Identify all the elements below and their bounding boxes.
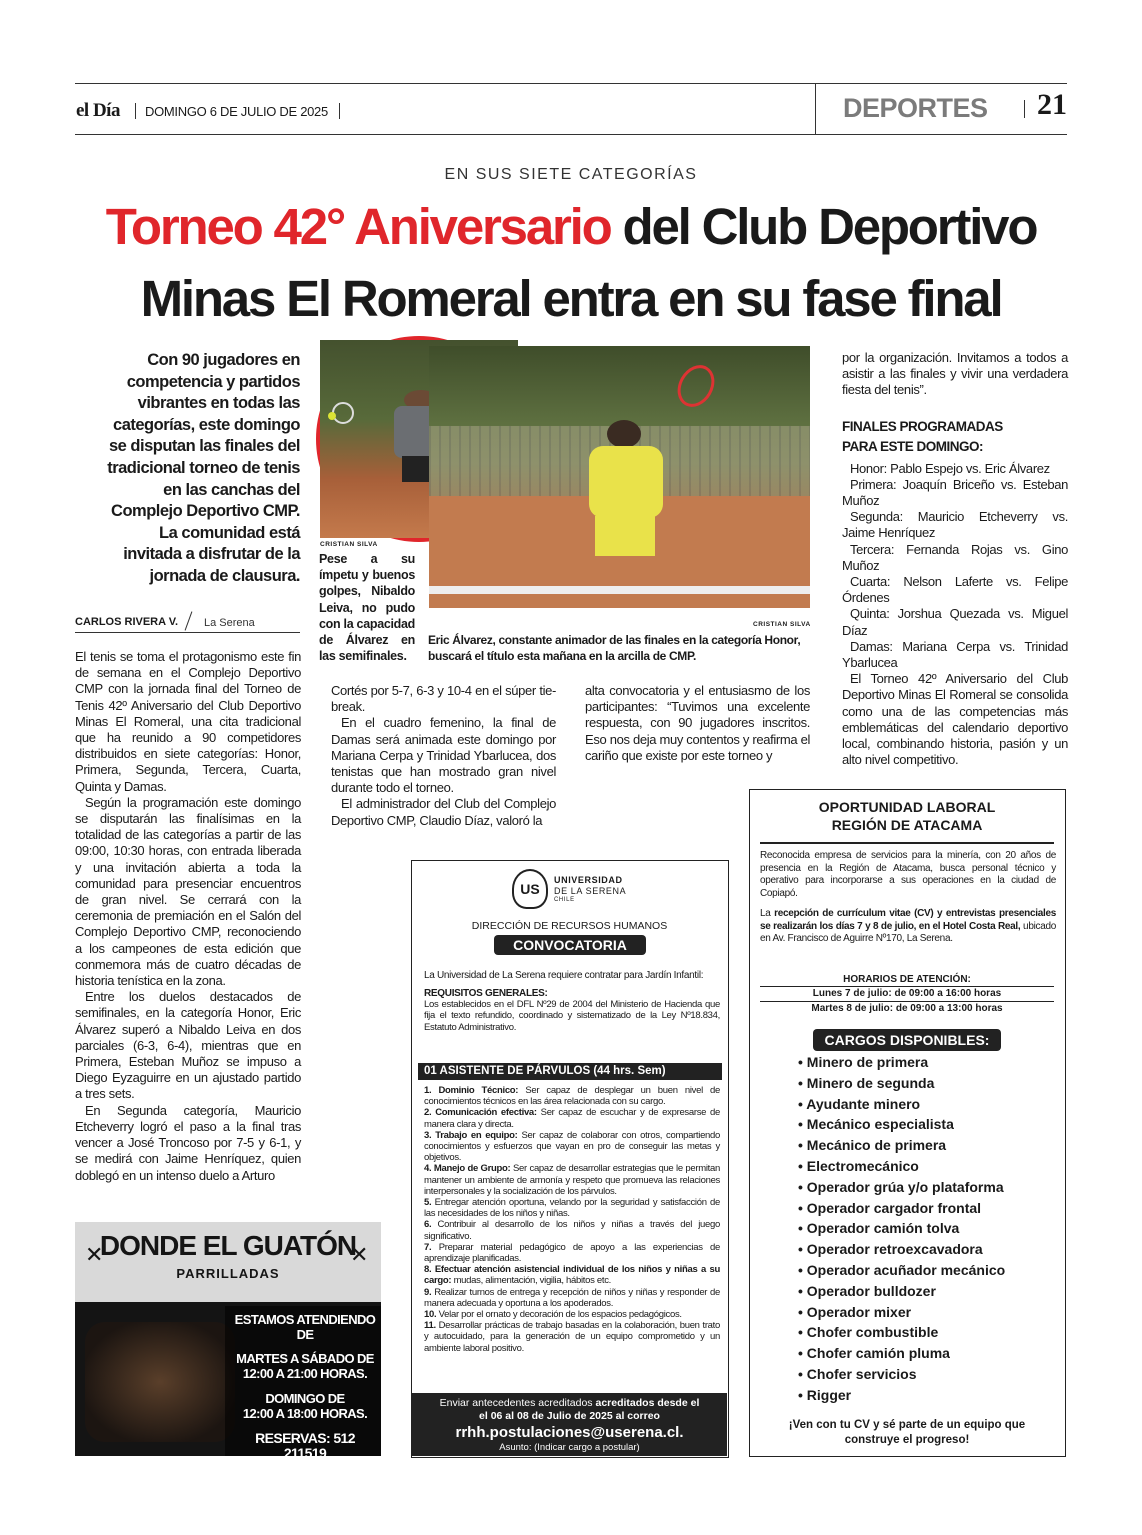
list-item: • Operador bulldozer [798, 1281, 1058, 1302]
restaurant-name: DONDE EL GUATÓN [99, 1230, 357, 1261]
player-head [607, 420, 641, 448]
position-banner: 01 ASISTENTE DE PÁRVULOS (44 hrs. Sem) [418, 1063, 722, 1080]
cutlery-icon: ✕ [350, 1242, 369, 1267]
player-shorts [595, 516, 655, 556]
section-name: DEPORTES [843, 93, 988, 123]
list-item: • Electromecánico [798, 1156, 1058, 1177]
job-footer: ¡Ven con tu CV y sé parte de un equipo que construye el progreso! [788, 1419, 1026, 1446]
hours-title: HORARIOS DE ATENCIÓN: [760, 973, 1054, 987]
location: La Serena [204, 617, 255, 629]
ball [328, 412, 336, 420]
player-shirt [589, 446, 663, 518]
list-item: • Chofer camión pluma [798, 1343, 1058, 1364]
finals-heading: PARA ESTE DOMINGO: [842, 438, 984, 454]
bottom-rule [75, 134, 1067, 135]
hours-1: Lunes 7 de julio: de 09:00 a 16:00 horas [760, 987, 1054, 1002]
university-seal-icon: US [512, 869, 548, 909]
final-match: Primera: Joaquín Briceño vs. Esteban Muñoz [842, 476, 1068, 509]
list-item: • Mecánico especialista [798, 1114, 1058, 1135]
ad-job [749, 789, 1066, 1457]
kicker: EN SUS SIETE CATEGORÍAS [444, 166, 698, 183]
steak-photo [85, 1322, 235, 1442]
headline-black: del Club Deportivo [610, 198, 1037, 255]
headline-line2: Minas El Romeral entra en su fase final [140, 270, 1002, 327]
final-match: Quinta: Jorshua Quezada vs. Miguel Díaz [842, 606, 1068, 638]
issue-date: DOMINGO 6 DE JULIO DE 2025 [145, 104, 328, 119]
position-duties: 1. Dominio Técnico: Ser capaz de desplegar un buen nivel de conocimientos técnicos en las área relacionada con su cargo. 2. Comunicación efectiva: Ser capaz de escuchar y de expresarse de manera clara y directa. 3. Trabajo en equipo: Ser capaz de colaborar con otros, compartiendo conocimientos y esfuerzos que vayan en pro de conseguir las metas y objetivos. 4. Manejo de Grupo: Ser capaz de desarrollar estrategias que le permitan mantener un ambiente de armonía y respeto que promueva las relaciones interpersonales y la socialización de los párvulos. 5. Entregar atención oportuna, velando por la seguridad y satisfacción de las necesidades de los niños y niñas. 6. Contribuir al desarrollo de los niños y niñas a través del juego significativo. 7. Preparar material pedagógico de apoyo a las experiencias de aprendizaje planificadas. 8. Efectuar atención asistencial individual de los niños y niñas a su cargo: mudas, alimentación, vigilia, hábitos etc. 9. Realizar turnos de entrega y recepción de niños y niñas y responder de manera adecuada y oportuna a los apoderados. 10. Velar por el ornato y decoración de los espacios pedagógicos. 11. Desarrollar prácticas de trabajo basadas en la colaboración, buen trato y autocuidado, para la generación de un equipo comprometido y un ambiente laboral positivo. [424, 1085, 721, 1354]
hours-2: Martes 8 de julio: de 09:00 a 13:00 horas [811, 1003, 1003, 1014]
ad-footer: Enviar antecedentes acreditados acreditados desde el el 06 al 08 de Julio de 2025 al correo rrhh.postulaciones@userena.cl. Asunto: (Indicar cargo a postular) [412, 1393, 727, 1456]
body-column-4: por la organización. Invitamos a todos a asistir a las finales y vivir una verdadera fiesta del tenis”. FINALES PROGRAMADAS PARA ESTE DOMINGO: Honor: Pablo Espejo vs. Eric Álvarez Primera: Joaquín Briceño vs. Esteban Muñoz Segunda: Mauricio Etcheverry vs. Jaime Henríquez Tercera: Fernanda Rojas vs. Gino Muñoz Cuarta: Nelson Laferte vs. Felipe Órdenes Quinta: Jorshua Quezada vs. Miguel Díaz Damas: Mariana Cerpa vs. Trinidad Ybarlucea El Torneo 42º Aniversario del Club Deportivo Minas El Romeral se consolida como una de las competencias más emblemáticas del calendario deportivo local, combinando historia, pasión y un alto nivel competitivo. [842, 350, 1068, 768]
photo-credit: CRISTIAN SILVA [753, 621, 811, 628]
ad-guaton [75, 1222, 381, 1474]
cutlery-icon: ✕ [85, 1242, 104, 1267]
closing-paragraph: El Torneo 42º Aniversario del Club Deportivo Minas El Romeral se consolida como una de las competencias más emblemáticas del calendario deportivo local, combinando historia, pasión y un alto nivel competitivo. [842, 671, 1068, 768]
list-item: • Chofer servicios [798, 1364, 1058, 1385]
department: DIRECCIÓN DE RECURSOS HUMANOS [471, 920, 668, 932]
list-item: • Operador mixer [798, 1302, 1058, 1323]
author: CARLOS RIVERA V. [75, 616, 179, 628]
photo-caption: Pese a su ímpetu y buenos golpes, Nibaldo Leiva, no pudo con la capacidad de Álvarez en las semifinales. [319, 552, 415, 664]
newspaper-logo: el Día [76, 100, 120, 121]
finals-heading: FINALES PROGRAMADAS [842, 418, 1003, 434]
ad-body: La Universidad de La Serena requiere contratar para Jardín Infantil: REQUISITOS GENERALES: Los establecidos en el DFL Nº29 de 2004 del Ministerio de Hacienda que fija el texto refundido, coordinado y sistematizado de la Ley Nº18.834, Estatuto Administrativo. [424, 970, 720, 1033]
headline [0, 196, 1142, 258]
list-item: • Operador retroexcavadora [798, 1239, 1058, 1260]
photo-alvarez [429, 346, 810, 608]
divider [339, 103, 340, 119]
restaurant-sub: PARRILLADAS [176, 1266, 280, 1281]
list-item: • Chofer combustible [798, 1322, 1058, 1343]
job-title: OPORTUNIDAD LABORAL REGIÓN DE ATACAMA [818, 799, 996, 833]
page-number: 21 [1037, 88, 1067, 121]
final-match: Tercera: Fernanda Rojas vs. Gino Muñoz [842, 541, 1068, 573]
list-item: • Operador cargador frontal [798, 1198, 1058, 1219]
logo-text: DE LA SERENA [554, 886, 627, 896]
list-item: • Minero de primera [798, 1052, 1058, 1073]
slash [185, 611, 193, 630]
divider [1024, 100, 1025, 118]
list-item: • Operador grúa y/o plataforma [798, 1177, 1058, 1198]
cargos-list [798, 1052, 1058, 1406]
list-item: • Rigger [798, 1385, 1058, 1406]
ad-userena [411, 860, 729, 1458]
list-item: • Minero de segunda [798, 1073, 1058, 1094]
list-item: • Operador acuñador mecánico [798, 1260, 1058, 1281]
body-column-2: Cortés por 5-7, 6-3 y 10-4 en el súper tie-break. En el cuadro femenino, la final de Damas será animada este domingo por Mariana Cerpa y Trinidad Ybarlucea, dos tenistas que han mostrado gran nivel durante todo el torneo. El administrador del Club del Complejo Deportivo CMP, Claudio Díaz, valoró la [331, 683, 556, 828]
headline-red: Torneo 42° Aniversario [105, 198, 611, 255]
convocatoria-banner: CONVOCATORIA [494, 935, 646, 955]
photo-caption: Eric Álvarez, constante animador de las finales en la categoría Honor, buscará el título esta mañana en la arcilla de CMP. [428, 633, 801, 663]
list-item: • Operador camión tolva [798, 1218, 1058, 1239]
logo-text: UNIVERSIDAD [554, 875, 623, 885]
list-item: • Mecánico de primera [798, 1135, 1058, 1156]
final-match: Honor: Pablo Espejo vs. Eric Álvarez [850, 460, 1050, 476]
email-link[interactable]: rrhh.postulaciones@userena.cl. [455, 1424, 684, 1441]
final-match: Damas: Mariana Cerpa vs. Trinidad Ybarlucea [842, 638, 1068, 671]
lead: Con 90 jugadores en competencia y partidos vibrantes en todas las categorías, este domingo se disputan las finales del tradicional torneo de tenis en las canchas del Complejo Deportivo CMP. La comunidad está invitada a disfrutar de la jornada de clausura. [107, 351, 300, 585]
job-body: Reconocida empresa de servicios para la minería, con 20 años de presencia en la Región de Atacama, busca personal técnico y operativo para incorporarse a sus operaciones en la ciudad de Copiapó. La recepción de currículum vitae (CV) y entrevistas presenciales se realizarán los días 7 y 8 de julio, en el Hotel Costa Real, ubicado en Av. Francisco de Aguirre Nº170, La Serena. [760, 850, 1056, 944]
top-rule [75, 83, 1067, 84]
logo-text: CHILE [554, 897, 575, 903]
cargos-banner: CARGOS DISPONIBLES: [813, 1029, 1001, 1051]
ad-text: ESTAMOS ATENDIENDO DE MARTES A SÁBADO DE 12:00 A 21:00 HORAS. DOMINGO DE 12:00 A 18:00 HORAS. RESERVAS: 512 211519 Brasil 750, la Serena [234, 1312, 376, 1474]
final-match: Cuarta: Nelson Laferte vs. Felipe Órdenes [842, 574, 1068, 606]
section-divider [815, 83, 816, 134]
body-column-1: El tenis se toma el protagonismo este fin de semana en el Complejo Deportivo CMP con la jornada final del Torneo de Tenis 42º Aniversario del Club Deportivo Minas El Romeral, una cita tradicional que ha reunido a 90 competidores distribuidos en siete categorías: Honor, Primera, Segunda, Tercera, Cuarta, Quinta y Damas. Según la programación este domingo se disputarán las finalísimas en la totalidad de las categorías a partir de las 09:00, 10:30 horas, con entrada liberada y una invitación abierta a toda la comunidad para presenciar encuentros de gran nivel. Se cerrará con la ceremonia de premiación en el Salón del Complejo Deportivo CMP, reconociendo a los campeones de esta edición que conmemora más de cuatro décadas de historia tenística en la zona. Entre los duelos destacados de semifinales, en la categoría Honor, Eric Álvarez superó a Nibaldo Leiva en dos parciales (6-3, 6-4), mientras que en Primera, Esteban Muñoz se impuso a Diego Eyzaguirre en un ajustado partido a tres sets. En Segunda categoría, Mauricio Etcheverry logró el paso a la final tras vencer a José Troncoso por 7-5 y 6-1, y se medirá con Jaime Henríquez, quien doblegó en un intenso duelo a Arturo [75, 649, 301, 1183]
photo-credit: CRISTIAN SILVA [320, 541, 378, 548]
final-match: Segunda: Mauricio Etcheverry vs. Jaime Henríquez [842, 509, 1068, 541]
divider [135, 103, 136, 119]
byline-rule [75, 632, 300, 633]
list-item: • Ayudante minero [798, 1094, 1058, 1115]
body-column-3: alta convocatoria y el entusiasmo de los participantes: “Tuvimos una excelente respuesta, con 90 jugadores inscritos. Eso nos deja muy contentos y reafirma el cariño que existe por este torneo y [585, 683, 810, 763]
